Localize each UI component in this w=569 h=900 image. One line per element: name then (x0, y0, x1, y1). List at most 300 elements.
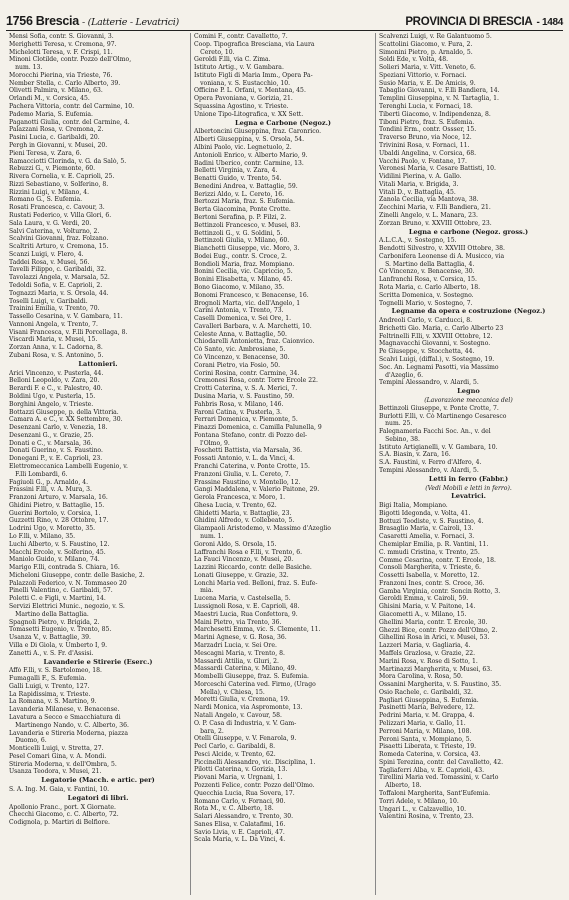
directory-entry: Scalvi Luigi, (diffal.), v. Sostegno, 19. (379, 356, 495, 364)
directory-entry: Mensi Sofia, contr. S. Giovanni, 3. (9, 33, 114, 40)
header-right (405, 16, 563, 28)
directory-entry: Usanza Teodora, v. Musei, 21. (9, 768, 102, 776)
directory-entry: Toffaloni Margherita, Sant'Eufemia. (379, 790, 491, 797)
directory-entry: mia. (194, 587, 214, 595)
directory-entry: Comini F., contr. Cavalletto, 7. (194, 33, 288, 40)
section-heading: Legatori di libri. (67, 794, 129, 802)
directory-entry: Zubani Rosa, v. S. Antonino, 5. (9, 352, 104, 360)
directory-entry: Visani Francesca, v. F.lli Porcellaga, 8. (9, 328, 128, 336)
directory-entry: Rosati Francesca, c. Cavour, 3. (9, 204, 105, 212)
directory-entry: Stireria Moderna, v. dell'Ombra, 5. (9, 760, 117, 768)
directory-entry: Tempini Alessandro, v. Alardi, 5. (379, 379, 479, 387)
directory-entry: Pozzenti Felice, contr. Pozzo dell'Olmo. (194, 782, 315, 789)
directory-entry: Salvi Caterina, v. Volturno, 2. (9, 227, 100, 235)
directory-entry: Palazzoli Federico, v. N. Tommaseo 20 (9, 579, 127, 587)
directory-entry: Opera Pavoniana, v. Gorizia, 21. (194, 95, 293, 103)
directory-entry: Apollonio Franc., port. X Giornate. (9, 803, 116, 811)
directory-entry: Sala Laura, v. G. Verdi, 20. (9, 219, 92, 227)
directory-entry: bara, 2. (194, 727, 224, 735)
directory-entry: Savio Livia, v. E. Caprioli, 47. (194, 828, 285, 836)
section-heading: Legatorie (Macch. e artic. per) (41, 777, 155, 785)
directory-entry: Bodei Eug., contr. S. Croce, 2. (194, 252, 287, 260)
directory-entry: Bettinzoli G., v. G. Soldini, 5. (194, 229, 283, 237)
directory-entry: Cossetti Isabella, v. Moretto, 12. (379, 572, 480, 580)
directory-entry: Nardi Monica, via Aspromonte, 13. (194, 704, 303, 712)
directory-entry: Tiboni Pietro, fraz. S. Eufemia. (379, 118, 475, 126)
directory-entry: num. 1. (194, 533, 224, 540)
directory-entry: Sebino, 38. (379, 435, 420, 443)
directory-entry: Ghezzi Bice, contr. Pozzo dell'Olmo, 2. (379, 626, 498, 634)
directory-entry: S.A. Biasin, v. Zara, 16. (379, 451, 451, 459)
directory-entry: voniana, v. S. Eustacchio, 10. (194, 79, 291, 87)
directory-entry: Camara A. e C., v. XX Settembre, 30. (9, 416, 123, 424)
directory-entry: Micheloni Giuseppe, contr. delle Basiche, 2. (9, 571, 145, 579)
directory-entry: Rustati Federico, v. Villa Glori, 6. (9, 211, 112, 219)
directory-entry: Cereto, 10. (194, 48, 235, 56)
directory-entry: Fontana Stefano, contr. di Pozzo del- (194, 431, 308, 439)
directory-entry: Usanza V., v. Battaglie, 39. (9, 634, 91, 642)
directory-entry: Celeste Anna, v. Battaglie, 50. (194, 330, 287, 338)
section-heading: Legna e Carbone (Negoz.) (234, 119, 332, 127)
directory-entry: Caselli Domenica, v. Sei Ore, 1. (194, 315, 292, 323)
directory-entry: Chemiplar Emilia, p. R. Vantini, 11. (379, 541, 489, 548)
directory-entry: Pelizzari Maria, v. Gallo, 11. (379, 719, 466, 727)
directory-entry: Marini Rosa, v. Rose di Sotto, 1. (379, 657, 478, 665)
directory-entry: Pasini Lucia, c. Garibaldi, 20. (9, 134, 100, 142)
directory-entry: Soc. An. Legnami Pasotti, via Massimo (379, 363, 499, 371)
directory-entry: Maniolo Guido, v. Milano, 74. (9, 556, 100, 564)
directory-entry: Vitali D., v. Battaglia, 45. (379, 188, 456, 196)
directory-entry: Cò Vincenzo, v. Benacense, 30. (194, 354, 290, 362)
directory-entry: Toselli Luigi, v. Garibaldi. (9, 297, 88, 305)
directory-entry: Duomo, 6. (9, 737, 47, 745)
directory-entry: Alberto, 18. (379, 782, 422, 790)
directory-columns (6, 33, 563, 895)
directory-entry: O. P. Casa di Industria, v. V. Gam- (194, 719, 297, 727)
directory-entry: Carini Antonia, v. Trento, 73. (194, 307, 284, 315)
directory-entry: S. Martino della Battaglia, 4. (379, 260, 475, 268)
directory-entry: Pinelli Valentino, c. Garibaldi, 57. (9, 587, 113, 595)
directory-entry: Coop. Tipografica Bresciana, via Laura (194, 40, 315, 48)
directory-entry: Mora Carolina, v. Rosa, 50. (379, 673, 463, 681)
directory-entry: C. mmudi Cristina, v. Trento, 25. (379, 548, 480, 556)
directory-entry: Pasinetti Maria, Belvedere, 12. (379, 704, 475, 712)
directory-entry: Martinazzi Margherita, v. Musei, 63. (379, 665, 493, 673)
directory-entry: Lazzini Riccardo, contr. delle Basiche. (194, 564, 312, 572)
directory-entry: Frassine Faustino, v. Montello, 12. (194, 478, 301, 486)
directory-entry: Ungari L., v. Calzavellio, 10. (379, 805, 467, 813)
directory-entry: Speziani Vittorio, v. Fornaci. (379, 71, 467, 79)
directory-entry: Massardi Caterina, v. Milano, 49. (194, 665, 297, 673)
directory-entry: Burlotti F.lli, v. Cò Martinengo Cesaresco (379, 412, 507, 420)
directory-entry: Albertoncini Giuseppina, fraz. Caronrico. (194, 128, 322, 136)
directory-entry: Foschetti Battista, via Marsala, 36. (194, 447, 303, 455)
directory-entry: Maestri Lucia, Rua Confettora, 9. (194, 610, 298, 618)
directory-entry: Mescagni Maria, v. Trento, 8. (194, 649, 285, 657)
directory-entry: Bonomi Francesco, v. Benacense, 16. (194, 291, 309, 299)
directory-entry: Pisaetti Liberata, v. Trieste, 19. (379, 743, 477, 751)
directory-entry: Faroni Catina, v. Pusterla, 3. (194, 408, 282, 416)
directory-entry: Donati e C., v. Marsala, 36. (9, 439, 93, 447)
directory-entry: Affò F.lli, v. S. Bartolomeo, 18. (9, 667, 102, 675)
directory-entry: Andreoli Carlo, v. Carducci, 8. (379, 317, 473, 325)
directory-entry: Rivera Cornelia, v. E. Caprioli, 25. (9, 173, 115, 181)
directory-entry: Romano Carlo, v. Fornaci, 90. (194, 797, 286, 805)
directory-entry: Lo F.lli, v. Milano, 35. (9, 533, 76, 540)
directory-entry: Franzoni Ines, contr. S. Croce, 36. (379, 579, 485, 587)
directory-entry: Otelli Giuseppe, v. V. Fenarola, 9. (194, 735, 297, 743)
directory-entry: Franzoni Giulia, v. L. Cereto, 7. (194, 470, 291, 478)
directory-entry: Frassini F.lli, v. A. Mura, 3. (9, 486, 92, 494)
directory-entry: Donati Guerino, v. S. Faustino. (9, 447, 103, 455)
directory-entry: Marchesetti Emma, vic. S. Clemente, 11. (194, 626, 321, 634)
directory-entry: Bigotti Idegonda, v. Volta, 41. (379, 509, 471, 517)
directory-entry: Dusina Maria, v. S. Faustino, 59. (194, 392, 295, 400)
directory-entry: Desenzani G., v. Grazie, 25. (9, 431, 94, 439)
directory-entry: Tedoldi Sofia, v. E. Caprioli, 2. (9, 282, 103, 289)
directory-entry: Mombelli Giuseppe, fraz. S. Eufemia. (194, 673, 309, 681)
directory-entry: Bottuzi Teodiste, v. S. Faustino, 4. (379, 517, 484, 525)
directory-entry: Codignola, p. Martiri di Belfiore. (9, 819, 110, 827)
section-heading: Letti in ferro (Fabbr.) (428, 475, 509, 483)
directory-entry: Pagliari Giuseppina, S. Eufemia. (379, 696, 479, 704)
directory-entry: Gangi Maddalena, v. Valerio Paitone, 29. (194, 486, 320, 494)
directory-entry: Bondioli Maria, fraz. Mompiano. (194, 260, 295, 268)
directory-entry: Pecl Carlo, c. Garibaldi, 8. (194, 743, 276, 751)
directory-entry: Michelotti Teresa, v. F. Crispi, 11. (9, 48, 113, 56)
directory-entry: Rizzini Luigi, v. Milano, 4. (9, 188, 90, 196)
directory-entry: Giacometti A., v. Milano, 15. (379, 611, 467, 619)
directory-entry: Ghidetti Maria, v. Battaglie, 23. (194, 509, 292, 517)
directory-entry: Franzoni Arturo, v. Marsala, 16. (9, 494, 108, 502)
directory-entry: Martino della Battaglia. (9, 610, 89, 618)
directory-entry: Lonati Giuseppe, v. Grazie, 32. (194, 571, 289, 579)
directory-entry: num. 25. (379, 420, 413, 428)
directory-entry: Quecchia Lucia, Rua Sovera, 17. (194, 789, 295, 797)
directory-entry: Fossati Antonio, v. L. da Vinci, 4. (194, 455, 295, 463)
directory-entry: Magnavacchi Giovanni, v. Sostegno. (379, 340, 491, 348)
directory-entry: Valentini Rosina, v. Trento, 23. (379, 813, 474, 821)
directory-entry: Istituto Artigianelli, v. V. Gambara, 10. (379, 443, 498, 451)
directory-entry: Zanola Cecilia, via Mantova, 38. (379, 196, 479, 204)
directory-entry: Brasaglio Maria, v. Cairoli, 13. (379, 525, 474, 533)
directory-entry: Finazzi Domenica, c. Camilla Palunella, 9 (194, 424, 322, 432)
directory-entry: Arici Vincenzo, v. Pusterla, 44. (9, 369, 104, 377)
directory-entry: Macchi Ercole, v. Solferino, 45. (9, 548, 106, 556)
section-heading: Levatrici. (451, 493, 486, 501)
directory-entry: Boldini Ugo, v. Pusterla, 15. (9, 392, 96, 400)
directory-entry: Bettinzoli Giulia, v. Milano, 60. (194, 237, 290, 245)
directory-entry: Templini Giuseppina, v. N. Tartaglia, 1. (379, 95, 499, 103)
directory-entry: Poletti C. e Figli, v. Martini, 14. (9, 595, 106, 603)
directory-entry: Susio Maria, v. E. De Amicis, 9. (379, 79, 476, 87)
directory-entry: Ghesa Lucia, v. Trento, 62. (194, 501, 277, 509)
directory-entry: Taddei Rosa, v. Musei, 56. (9, 258, 90, 266)
directory-entry: Badini Uberico, contr. Carmine, 13. (194, 159, 304, 167)
directory-entry: Galli Luigi, v. Trento, 127. (9, 682, 90, 690)
directory-entry: num. 13. (9, 64, 43, 72)
directory-entry: Pilotti Caterina, v. Gorizia, 13. (194, 766, 288, 774)
directory-entry: Pe Giuseppe, v. Stocchetta, 44. (379, 348, 475, 356)
column-middle (191, 33, 376, 895)
directory-entry: Peroni Santa, v. Mompiano, 5. (379, 735, 472, 743)
directory-entry: Giampaoli Aristodemo, v. Massimo d'Azeglio (194, 525, 331, 533)
directory-entry: Tognazzi Maria, v. S. Orsola, 44. (9, 289, 109, 297)
directory-entry: Tomasetti Eugenio, v. Trento, 85. (9, 626, 112, 634)
directory-entry: Monticelli Luigi, v. Stretta, 27. (9, 745, 104, 753)
directory-entry: Morceschi Caterina ved. Firmo, (Urago (194, 680, 316, 688)
directory-entry: Zorzan Anna, v. L. Cadorna, 8. (9, 344, 103, 352)
header-province: PROVINCIA DI BRESCIA (405, 16, 533, 28)
directory-entry: Istituto Artig., v. V. Gambara. (194, 64, 284, 72)
column-left (6, 33, 191, 895)
directory-entry: Bertozzi Maria, fraz. S. Eufemia. (194, 198, 295, 206)
directory-entry: Paganotti Giulia, contr. del Carmine, 4. (9, 118, 130, 126)
directory-entry: Tassello Cesarina, v. V. Gambara, 11. (9, 313, 123, 321)
directory-entry: Tiberti Giacomo, v. Indipendenza, 8. (379, 110, 491, 118)
directory-entry: Cavalleri Barbara, v. A. Marchetti, 10. (194, 322, 312, 330)
directory-entry: Laffranchi Rosa e F.lli, v. Trento, 6. (194, 548, 303, 556)
section-heading: Legno (457, 388, 480, 396)
directory-entry: Soldi Ede, v. Volta, 48. (379, 56, 449, 64)
directory-entry: Orlandi M., v. Corsica, 45. (9, 95, 90, 103)
directory-entry: Pedrini Maria, v. M. Grappa, 4. (379, 712, 475, 720)
directory-entry: Zanetti A., v. S. Fr. d'Assisi. (9, 649, 94, 657)
directory-entry: Ghisini Maria, v. V. Paitone, 14. (379, 603, 476, 611)
directory-entry: La Fauci Vincenzo, v. Musei, 20. (194, 556, 294, 564)
directory-entry: Vacchi Paolo, v. Fontane, 17. (379, 157, 467, 165)
directory-entry: Tirellini Maria ved. Tomassini, v. Carlo (379, 774, 499, 782)
directory-entry: Bendotti Silvestro, v. XXVIII Ottobre, 38. (379, 245, 505, 253)
header-page-number: - 1484 (536, 17, 563, 28)
section-note: (Lavorazione meccanica del) (424, 396, 513, 404)
directory-entry: Terenghi Lucia, v. Fornaci, 18. (379, 103, 473, 111)
directory-entry: Piccinelli Alessandro, vic. Disciplina, 1. (194, 758, 316, 766)
directory-entry: Geroldi Emma, v. Cairoli, 59. (379, 595, 469, 603)
page-header (6, 8, 563, 31)
directory-entry: Casaretti Amelia, v. Fornaci, 3. (379, 533, 475, 541)
directory-entry: Geroldi F.lli, via C. Zima. (194, 56, 271, 64)
directory-entry: Olivetti Palmira, v. Milano, 63. (9, 87, 103, 95)
directory-entry: Tondini Erm., contr. Ossser, 15. (379, 126, 477, 134)
directory-entry: Tognelli Mario, v. Sostegno, 7. (379, 299, 473, 307)
directory-entry: Bianchetti Giuseppe, vic. Moro, 3. (194, 245, 300, 253)
directory-entry: Albini Paolo, vic. Legnetuolo, 2. (194, 143, 292, 151)
directory-entry: Lavatura a Secco e Smacchiatura di (9, 713, 121, 721)
directory-entry: Zorzan Bruno, v. XXVIII Ottobre, 23. (379, 219, 492, 227)
directory-entry: Antonioli Enrico, v. Alberto Mario, 9. (194, 151, 308, 159)
directory-entry: Bettinzoli Francesco, v. Musei, 83. (194, 221, 301, 229)
directory-entry: Lavanderia e Stireria Moderna, piazza (9, 729, 128, 737)
directory-entry: Pachera Vittoria, contr. del Carmine, 10. (9, 103, 135, 111)
directory-entry: Lazzeri Maria, v. Gagliaria, 4. (379, 642, 471, 650)
directory-entry: l'Olmo, 9. (194, 439, 230, 447)
directory-entry: Sanes Elisa, v. Calatafimi, 16. (194, 820, 286, 828)
directory-entry: Consoli Margherita, v. Trieste, 6. (379, 564, 481, 572)
directory-entry: Brognoli Marta, vic. dell'Angelo, 1 (194, 299, 301, 307)
directory-entry: Bono Giacomo, v. Milano, 35. (194, 284, 285, 291)
directory-entry: Ghidini Pietro, v. Battaglie, 15. (9, 501, 105, 509)
directory-entry: La Romana, v. S. Martino, 9. (9, 698, 97, 706)
directory-entry: S. A. Ing. M. Gaia, v. Fantini, 10. (9, 786, 110, 793)
directory-entry: Lanfranchi Rosa, v. Corsica, 15. (379, 276, 477, 284)
directory-entry: Massardi Attilia, v. Gluri, 2. (194, 657, 279, 665)
header-section-range: - (Latterie - Levatrici) (82, 17, 179, 28)
directory-entry: Natali Angelo, v. Cavour, 58. (194, 711, 282, 719)
directory-entry: Bonini Elisabetta, v. Milano, 45. (194, 276, 293, 284)
directory-entry: Lonchi Maria ved. Belloni, fraz. S. Eufe- (194, 579, 318, 587)
directory-entry: A.L.C.A., v. Sostegno, 15. (379, 237, 457, 245)
directory-entry: Ubaldi Angelina, v. Corsica, 68. (379, 149, 477, 157)
directory-entry: Rota Maria, c. Carlo Alberto, 18. (379, 284, 481, 291)
directory-entry: Rebuzzi G., v. Piemonte, 60. (9, 165, 96, 173)
directory-entry: Bettinzoli Giuseppe, v. Ponte Crotte, 7. (379, 404, 499, 412)
directory-entry: Zecchini Maria, v. F.lli Bandiera, 21. (379, 204, 491, 212)
directory-entry: Crotti Caterina, v. S. A. Merici, 7. (194, 385, 298, 393)
directory-entry: Lucena Maria, v. Castelsella, 5. (194, 595, 291, 603)
directory-entry: Scalvenzi Luigi, v. Re Galantuomo 5. (379, 33, 492, 40)
section-heading: Lattonieri. (78, 360, 118, 368)
directory-entry: Scalvini Giovanni, fraz. Folzano. (9, 235, 109, 243)
directory-entry: S.A. Faustini, v. Ferro d'Alfero, 4. (379, 459, 482, 467)
directory-entry: Benedini Andrea, v. Battaglie, 59. (194, 182, 298, 190)
directory-entry: Trivinini Rosa, v. Fornaci, 11. (379, 141, 470, 149)
section-note: (Vedi Mobili e letti in ferro). (425, 484, 512, 492)
directory-entry: Morocchi Pierina, via Trieste, 76. (9, 71, 113, 79)
directory-entry: Piovani Maria, v. Urgnani, 1. (194, 774, 283, 782)
directory-entry: Goroni Aldo, S. Orsola, 15. (194, 540, 277, 548)
directory-entry: Vitali Maria, v. Brigida, 3. (379, 180, 459, 188)
directory-entry: Maffels Grazlosa, v. Grazie, 22. (379, 649, 476, 657)
directory-entry: Desenzani Carlo, v. Venezia, 18. (9, 424, 108, 432)
directory-entry: Rota M., v. C. Alberto, 18. (194, 805, 274, 813)
directory-entry: Tavolazzi Angela, v. Marsala, 52. (9, 274, 110, 282)
directory-entry: Berta Giacomina, Ponte Crotte. (194, 206, 291, 214)
directory-entry: Donegani P., v. E. Caprioli, 23. (9, 455, 103, 463)
directory-entry: Belloni Leopoldo, v. Zara, 20. (9, 377, 100, 385)
directory-entry: d'Azeglio, 6. (379, 371, 424, 379)
directory-entry: Fagiuoli G., p. Arnaldo, 4. (9, 478, 89, 486)
directory-entry: Carbonifera Leonense di A. Musicco, via (379, 252, 505, 260)
directory-entry: Pesel Comari Gina, v. A. Mondi. (9, 752, 107, 760)
directory-entry: Trainini Emilia, v. Trento, 70. (9, 305, 100, 313)
directory-entry: Guzzetti Rino, v. 28 Ottobre, 17. (9, 517, 109, 525)
directory-entry: Palazzani Rosa, v. Cremona, 2. (9, 126, 104, 134)
directory-entry: Spini Terezina, contr. del Cavalletto, 42. (379, 758, 504, 766)
directory-entry: Squassina Agostino, v. Trieste. (194, 103, 289, 111)
directory-entry: F.lli Lombardi, 6. (9, 470, 68, 478)
directory-entry: Unione Tipo-Litografica, v. XX Sett. (194, 110, 304, 118)
directory-entry: Vidilini Pierina, v. A. Gallo. (379, 173, 462, 181)
directory-entry: Chiodarelli Antonietta, fraz. Caionvico. (194, 338, 315, 346)
directory-entry: Cò Santo, vic. Ambrosiane, 5. (194, 346, 286, 354)
directory-entry: Falegnameria Facchi Soc. An., v. del (379, 428, 491, 436)
directory-entry: La Rapidissima, v. Trieste. (9, 690, 91, 698)
directory-entry: Lavanderia Milanese, v. Benacense. (9, 706, 120, 714)
directory-entry: Checchi Giacomo, c. C. Alberto, 72. (9, 811, 119, 819)
directory-entry: Pieni Teresa, v. Zara, 6. (9, 149, 82, 157)
directory-entry: Mella), v. Chiesa, 15. (194, 688, 265, 696)
column-right (376, 33, 561, 895)
directory-entry: Gamba Virginia, contr. Soncin Rotto, 3. (379, 587, 501, 595)
directory-entry: Corini Rosina, contr. Carmine, 34. (194, 369, 300, 377)
directory-entry: Tagliaferri Alba, v. E. Caprioli, 43. (379, 766, 485, 774)
directory-entry: Marigo F.lli, contrada S. Chiara, 16. (9, 564, 120, 572)
directory-entry: Nember Stella, c. Carlo Alberto, 39. (9, 79, 121, 87)
directory-entry: Perroni Maria, v. Milano, 108. (379, 727, 472, 735)
directory-entry: Pergh in Giovanni, v. Musei, 20. (9, 141, 108, 149)
directory-entry: Bigi Italia, Mompiano. (379, 502, 448, 510)
directory-entry: Osio Rachele, c. Garibaldi, 32. (379, 688, 473, 696)
directory-entry: Tabaglio Giovanni, v. F.lli Bandiera, 14. (379, 87, 500, 95)
directory-entry: Bertoni Serafina, p. P. Filzi, 2. (194, 213, 287, 221)
directory-entry: Benatti Guido, v. Trento, 54. (194, 175, 282, 183)
directory-entry: Alberti Giuseppina, v. S. Orsola, 54. (194, 136, 305, 144)
directory-entry: Ramacciotti Clorinda, v. G. da Salò, 5. (9, 157, 127, 165)
header-page-city: 1756 Brescia (6, 14, 79, 28)
directory-entry: Guerini Bortolo, v. Corsica, 1. (9, 509, 101, 517)
directory-entry: Tempini Alessandro, v. Alardi, 5. (379, 466, 479, 474)
directory-entry: Vannoni Angela, v. Trento, 7. (9, 320, 98, 328)
directory-entry: Simonini Pietro, p. Arnaldo, 5. (379, 48, 473, 56)
directory-entry: Gihellini Rosa in Arici, v. Musei, 53. (379, 634, 490, 642)
directory-entry: Scanzi Luigi, v. Flero, 4. (9, 250, 84, 258)
directory-entry: Villa e Di Giola, v. Umberto I, 9. (9, 641, 108, 649)
directory-entry: Brichetti Gio. Maria, c. Carlo Alberto 23 (379, 324, 504, 332)
directory-entry: Luchi Alberto, v. S. Faustino, 12. (9, 540, 110, 548)
directory-entry: Berardi F. e C., v. Palestro, 40. (9, 385, 103, 393)
directory-entry: Moretti Giulia, v. Cremona, 19. (194, 696, 290, 704)
directory-entry: Franchi Caterina, v. Ponte Crotte, 15. (194, 462, 310, 470)
directory-entry: Bonini Cecilia, vic. Capriccio, 5. (194, 268, 293, 276)
directory-entry: Istituto Figli di Maria Imm., Opera Pa- (194, 71, 313, 79)
directory-entry: Fahbris Rosa, v. Milano, 146. (194, 400, 284, 408)
directory-entry: Servizi Elettrici Munic., negozio, v. S. (9, 603, 125, 611)
directory-entry: Ossanini Margherita, v. S. Faustino, 35. (379, 681, 502, 689)
section-heading: Legna e carbone (Negoz. gross.) (408, 228, 529, 236)
directory-entry: Salari Alessandro, v. Trento, 30. (194, 813, 294, 821)
directory-entry: Cremonesi Rosa, contr. Torre Ercole 22. (194, 377, 318, 385)
directory-entry: Officine P. L. Orfani, v. Mentana, 45. (194, 87, 306, 95)
directory-entry: Rizzi Sebastiano, v. Solferino, 8. (9, 180, 109, 188)
directory-entry: Zinelli Angelo, v. L. Manara, 23. (379, 211, 478, 219)
directory-entry: Viscardi Maria, v. Musei, 15. (9, 336, 98, 344)
directory-entry: Ghellini Maria, contr. T. Ercole, 30. (379, 618, 488, 626)
directory-entry: Gerola Francesca, v. Moro, 1. (194, 494, 286, 502)
directory-entry: Elettromeccanica Lambelli Eugenio, v. (9, 462, 128, 470)
directory-entry: Merighetti Teresa, v. Cremona, 97. (9, 40, 117, 48)
section-heading: Lavanderie e Stirerie (Eserc.) (43, 658, 153, 666)
directory-entry: Fumagalli F., S. Eufemia. (9, 675, 87, 683)
directory-entry: Minoni Clotilde, contr. Pozzo dell'Olmo, (9, 56, 132, 64)
directory-entry: Cò Vincenzo, v. Benacense, 30. (379, 268, 475, 276)
directory-entry: Feltrinelli F.lli, v. XXVIII Ottobre, 12. (379, 332, 493, 340)
directory-entry: Solieri Maria, v. Vitt. Veneto, 6. (379, 64, 476, 72)
directory-entry: Tavelli Filippo, c. Garibaldi, 32. (9, 266, 107, 274)
directory-entry: Torri Adele, v. Milano, 10. (379, 797, 459, 805)
directory-entry: Veronesi Maria, v. Cesare Battisti, 10. (379, 165, 496, 173)
directory-entry: Scritta Domenica, v. Sostegno. (379, 291, 474, 299)
directory-entry: Ghidini Alfredo, v. Collebeato, 5. (194, 517, 295, 525)
directory-entry: Corani Pietro, via Fosio, 50. (194, 361, 281, 369)
directory-entry: Marini Agnese, v. G. Rosa, 36. (194, 634, 287, 642)
header-left (6, 14, 179, 28)
directory-entry: Marzadri Lucia, v. Sei Ore. (194, 641, 277, 649)
directory-entry: Berizzi Aldo, v. L. Cereto, 16. (194, 190, 285, 198)
section-heading: Legname da opera e costruzione (Negoz.) (391, 308, 546, 316)
directory-entry: Spagnoli Pietro, v. Brigida, 2. (9, 618, 100, 626)
directory-entry: Scattolini Giacomo, v. Fura, 2. (379, 40, 473, 48)
